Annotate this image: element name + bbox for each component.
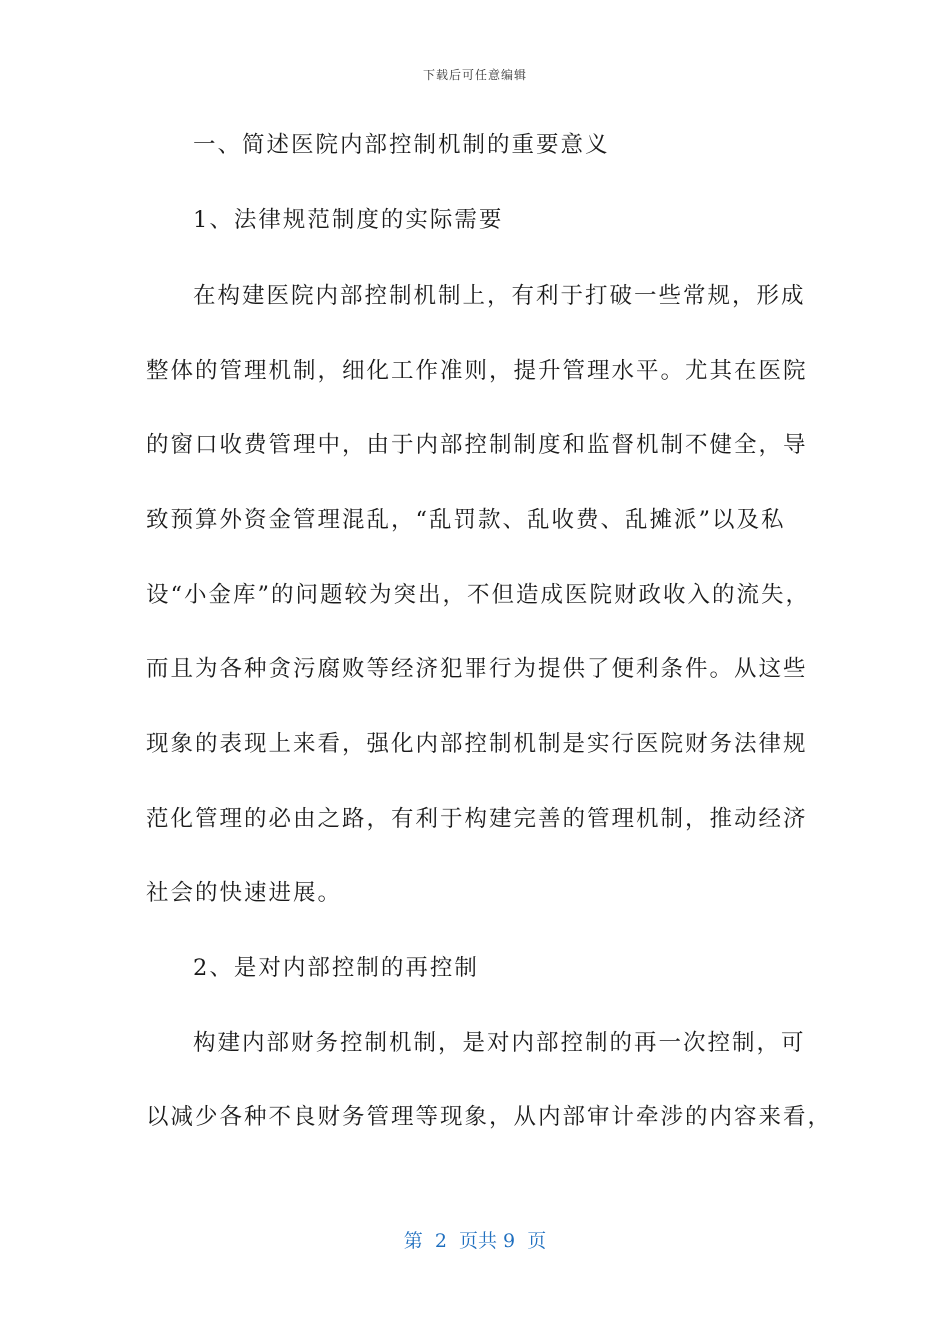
page-number: 第 2 页共 9 页 (403, 1230, 547, 1252)
section-heading-1: 一、简述医院内部控制机制的重要意义 (193, 132, 610, 158)
paragraph-1-line-4: 致预算外资金管理混乱，“乱罚款、乱收费、乱摊派”以及私 (146, 507, 786, 533)
paragraph-1-line-7: 现象的表现上来看，强化内部控制机制是实行医院财务法律规 (146, 731, 808, 757)
paragraph-1-line-3: 的窗口收费管理中，由于内部控制制度和监督机制不健全，导 (146, 432, 808, 458)
paragraph-2-line-2: 以减少各种不良财务管理等现象，从内部审计牵涉的内容来看， (146, 1104, 833, 1130)
paragraph-1-line-9: 社会的快速进展。 (146, 880, 343, 906)
subsection-heading-2: 2、是对内部控制的再控制 (193, 955, 479, 981)
paragraph-1-line-1: 在构建医院内部控制机制上，有利于打破一些常规，形成 (193, 283, 806, 309)
paragraph-1-line-8: 范化管理的必由之路，有利于构建完善的管理机制，推动经济 (146, 806, 808, 832)
paragraph-1-line-5: 设“小金库”的问题较为突出，不但造成医院财政收入的流失， (146, 582, 811, 608)
header-note: 下载后可任意编辑 (422, 68, 527, 82)
paragraph-1-line-2: 整体的管理机制，细化工作准则，提升管理水平。尤其在医院 (146, 358, 808, 384)
paragraph-2-line-1: 构建内部财务控制机制，是对内部控制的再一次控制，可 (193, 1030, 806, 1056)
subsection-heading-1: 1、法律规范制度的实际需要 (193, 207, 504, 233)
paragraph-1-line-6: 而且为各种贪污腐败等经济犯罪行为提供了便利条件。从这些 (146, 656, 808, 682)
